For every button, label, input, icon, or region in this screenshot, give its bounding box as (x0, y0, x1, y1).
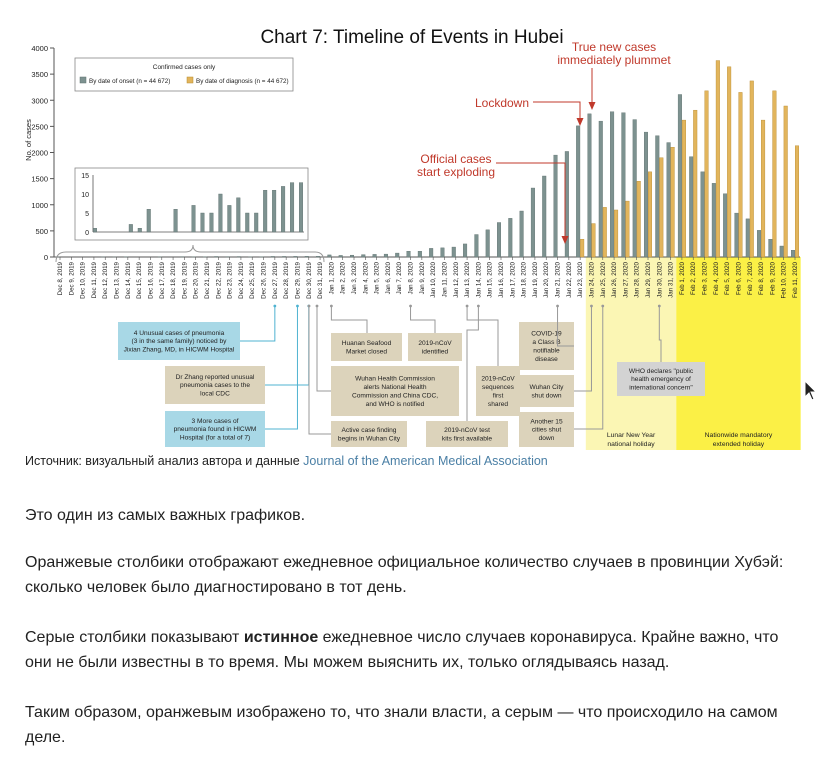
early-period-bracket (56, 245, 324, 262)
event-text: sequences (482, 384, 515, 391)
event-connector-line (265, 306, 297, 429)
y-tick-label: 3000 (31, 96, 48, 105)
inset-bar (219, 194, 223, 232)
x-tick-label: Dec 30, 2019 (306, 261, 313, 298)
x-tick-label: Dec 23, 2019 (227, 261, 234, 298)
national-holiday-label-line1: Nationwide mandatory (705, 432, 773, 439)
event-box (426, 421, 508, 447)
inset-bar (93, 228, 97, 232)
x-tick-label: Dec 9, 2019 (68, 261, 75, 295)
x-tick-label: Jan 24, 2020 (588, 261, 595, 297)
event-text: local CDC (200, 391, 230, 398)
x-tick-label: Jan 2, 2020 (340, 261, 347, 294)
event-box (519, 375, 574, 407)
x-tick-label: Jan 14, 2020 (475, 261, 482, 297)
legend-label-onset: By date of onset (n = 44 672) (89, 78, 170, 85)
event-text: shut down (531, 392, 561, 399)
x-tick-label: Jan 5, 2020 (374, 261, 381, 294)
event-connector-dot (273, 305, 276, 308)
y-tick-label: 500 (35, 227, 48, 236)
x-tick-label: Dec 15, 2019 (136, 261, 143, 298)
event-text: (3 in the same family) noticed by (132, 338, 228, 345)
inset-bar (129, 224, 133, 232)
x-tick-label: Jan 6, 2020 (385, 261, 392, 294)
x-tick-label: Dec 11, 2019 (91, 261, 98, 298)
event-text: WHO declares "public (629, 368, 694, 375)
x-tick-label: Jan 23, 2020 (577, 261, 584, 297)
x-tick-label: Jan 20, 2020 (543, 261, 550, 297)
diagnosis-bar (784, 106, 788, 257)
onset-bar (418, 251, 422, 257)
legend-swatch-onset (80, 77, 86, 83)
x-tick-label: Jan 22, 2020 (566, 261, 573, 297)
event-text: notifiable (533, 347, 560, 354)
x-tick-label: Feb 6, 2020 (735, 261, 742, 295)
x-tick-label: Dec 17, 2019 (159, 261, 166, 298)
event-text: Wuhan Health Commission (355, 376, 435, 383)
x-tick-label: Jan 15, 2020 (487, 261, 494, 297)
onset-bar (463, 244, 467, 257)
x-tick-label: Jan 8, 2020 (408, 261, 415, 294)
onset-bar (339, 255, 343, 257)
y-tick-label: 2500 (31, 122, 48, 131)
event-box (331, 421, 407, 447)
event-text: 2019-nCoV (481, 376, 515, 383)
event-text: Dr Zhang reported unusual (176, 374, 255, 381)
event-connector-dot (556, 305, 559, 308)
onset-bar (475, 235, 479, 257)
onset-bar (407, 251, 411, 257)
x-tick-label: Jan 31, 2020 (668, 261, 675, 297)
x-tick-label: Dec 31, 2019 (317, 261, 324, 298)
x-tick-label: Jan 4, 2020 (362, 261, 369, 294)
onset-bar (554, 155, 558, 257)
event-text: Another 15 (530, 418, 563, 425)
onset-bar (678, 95, 682, 257)
event-text: kits first available (442, 435, 493, 442)
x-tick-label: Jan 30, 2020 (656, 261, 663, 297)
x-tick-label: Feb 4, 2020 (713, 261, 720, 295)
event-connector-dot (601, 305, 604, 308)
x-tick-label: Feb 1, 2020 (679, 261, 686, 295)
onset-bar (633, 120, 637, 257)
diagnosis-bar (660, 158, 664, 257)
y-axis-label: No. of cases (24, 119, 33, 161)
onset-bar (588, 114, 592, 257)
x-tick-label: Dec 21, 2019 (204, 261, 211, 298)
p3-after: ежедневное число случаев коронавируса. Крайне важно, что они не были известны в то время. Мы можем выяснить их, только оглядываясь назад. (25, 629, 778, 671)
onset-bar (599, 121, 603, 257)
onset-bar (497, 223, 501, 257)
p3-bold: истинное (244, 629, 318, 646)
inset-bar (192, 205, 196, 232)
diagnosis-bar (761, 120, 765, 257)
x-tick-label: Feb 10, 2020 (781, 261, 788, 298)
onset-bar (757, 230, 761, 257)
x-tick-label: Dec 18, 2019 (170, 261, 177, 298)
legend-title: Confirmed cases only (153, 64, 216, 71)
onset-bar (486, 230, 490, 257)
article-paragraph-2: Оранжевые столбики отображают ежедневное официальное количество случаев в провинции Хубэй: сколько человек было диагностировано в тот день. (25, 550, 795, 600)
x-tick-label: Jan 27, 2020 (622, 261, 629, 297)
diagnosis-bar (716, 61, 720, 257)
onset-bar (667, 143, 671, 257)
annotation-lockdown-arrowhead (577, 118, 584, 126)
x-tick-label: Dec 26, 2019 (261, 261, 268, 298)
annotation-exploding-line2: start exploding (417, 165, 495, 179)
source-prefix: Источник: визуальный анализ автора и данные (25, 454, 303, 468)
event-text: down (539, 435, 555, 442)
x-tick-label: Dec 29, 2019 (294, 261, 301, 298)
x-tick-label: Jan 17, 2020 (509, 261, 516, 297)
x-tick-label: Dec 14, 2019 (125, 261, 132, 298)
onset-bar (294, 256, 298, 257)
diagnosis-bar (739, 92, 743, 257)
diagnosis-bar (592, 224, 596, 257)
annotation-lockdown: Lockdown (475, 96, 529, 110)
event-text: 2019-nCoV (418, 340, 452, 347)
x-tick-label: Jan 18, 2020 (521, 261, 528, 297)
x-tick-label: Jan 3, 2020 (351, 261, 358, 294)
x-tick-label: Dec 12, 2019 (102, 261, 109, 298)
onset-bar (769, 239, 773, 257)
x-tick-label: Feb 8, 2020 (758, 261, 765, 295)
onset-bar (384, 254, 388, 257)
diagnosis-bar (671, 147, 675, 257)
x-tick-label: Dec 22, 2019 (215, 261, 222, 298)
event-connector-dot (590, 305, 593, 308)
onset-bar (610, 112, 614, 257)
event-text: COVID-19 (531, 331, 562, 338)
onset-bar (452, 247, 456, 257)
onset-bar (441, 248, 445, 257)
y-tick-label: 2000 (31, 149, 48, 158)
event-text: 3 More cases of (192, 418, 239, 425)
onset-bar (656, 136, 660, 257)
onset-bar (520, 211, 524, 257)
onset-bar (215, 256, 219, 257)
lunar-holiday-label-line1: Lunar New Year (607, 432, 656, 439)
onset-bar (328, 255, 332, 257)
inset-bar (290, 183, 294, 232)
inset-bar (201, 213, 205, 232)
event-text: pneumonia cases to the (180, 382, 250, 389)
onset-bar (395, 253, 399, 257)
x-tick-label: Jan 29, 2020 (645, 261, 652, 297)
legend-swatch-diagnosis (187, 77, 193, 83)
x-tick-label: Dec 20, 2019 (193, 261, 200, 298)
event-connector-dot (477, 305, 480, 308)
event-text: disease (535, 356, 558, 363)
onset-bar (622, 113, 626, 257)
event-text: Active case finding (342, 427, 397, 434)
inset-bar (228, 205, 232, 232)
inset-bar (272, 190, 276, 232)
x-tick-label: Dec 13, 2019 (114, 261, 121, 298)
x-tick-label: Jan 7, 2020 (396, 261, 403, 294)
inset-y-tick-label: 15 (81, 173, 89, 180)
onset-bar (362, 255, 366, 257)
event-text: Hospital (for a total of 7) (180, 435, 250, 442)
inset-y-tick-label: 0 (85, 230, 89, 237)
diagnosis-bar (648, 172, 652, 257)
x-tick-label: Dec 28, 2019 (283, 261, 290, 298)
event-text: Huanan Seafood (342, 340, 392, 347)
event-connector-dot (409, 305, 412, 308)
mouse-cursor-icon (804, 380, 818, 402)
event-connector-line (240, 306, 275, 341)
onset-bar (429, 248, 433, 257)
onset-bar (271, 256, 275, 257)
diagnosis-bar (637, 181, 641, 257)
event-connector-line (331, 306, 367, 333)
article-text (25, 503, 795, 775)
national-holiday-label-line2: extended holiday (713, 441, 765, 448)
event-text: cities shut (532, 427, 561, 434)
onset-bar (746, 219, 750, 257)
annotation-exploding-line1: Official cases (420, 152, 491, 166)
diagnosis-bar (580, 239, 584, 257)
event-text: 4 Unusual cases of pneumonia (134, 330, 225, 337)
onset-bar (509, 218, 513, 257)
onset-bar (735, 213, 739, 257)
x-tick-label: Dec 19, 2019 (181, 261, 188, 298)
x-tick-label: Jan 16, 2020 (498, 261, 505, 297)
event-connector-dot (296, 305, 299, 308)
event-text: Jixian Zhang, MD, in HICWM Hospital (124, 347, 235, 354)
p3-before: Серые столбики показывают (25, 629, 244, 646)
event-text: Market closed (346, 348, 387, 355)
event-text: health emergency of (631, 376, 691, 383)
diagnosis-bar (614, 210, 618, 257)
chart-title: Chart 7: Timeline of Events in Hubei (260, 27, 563, 48)
onset-bar (316, 256, 320, 257)
chart-source (25, 454, 548, 468)
annotation-plummet-line2: immediately plummet (557, 53, 671, 67)
diagnosis-bar (626, 201, 630, 257)
onset-bar (531, 188, 535, 257)
x-tick-label: Feb 2, 2020 (690, 261, 697, 295)
inset-y-tick-label: 5 (85, 211, 89, 218)
y-tick-label: 3500 (31, 70, 48, 79)
inset-bar (281, 186, 285, 232)
onset-bar (305, 256, 309, 257)
x-tick-label: Jan 10, 2020 (430, 261, 437, 297)
inset-bar (237, 198, 241, 232)
event-text: Wuhan City (530, 384, 565, 391)
inset-bar (299, 183, 303, 232)
source-link[interactable]: Journal of the American Medical Association (303, 454, 548, 468)
annotation-lockdown-line (533, 102, 580, 122)
x-tick-label: Feb 3, 2020 (702, 261, 709, 295)
onset-bar (780, 246, 784, 257)
inset-y-tick-label: 10 (81, 192, 89, 199)
event-text: pneumonia found in HICWM (174, 426, 257, 433)
x-tick-label: Feb 7, 2020 (747, 261, 754, 295)
onset-bar (701, 172, 705, 257)
event-connector-line (309, 306, 331, 434)
event-text: and WHO is notified (366, 401, 425, 408)
inset-bar (138, 228, 142, 232)
event-connector-dot (308, 305, 311, 308)
event-box (476, 366, 520, 416)
diagnosis-bar (750, 81, 754, 257)
diagnosis-bar (682, 120, 686, 257)
x-tick-label: Jan 26, 2020 (611, 261, 618, 297)
onset-bar (644, 132, 648, 257)
x-tick-label: Jan 25, 2020 (600, 261, 607, 297)
x-tick-label: Jan 19, 2020 (532, 261, 539, 297)
event-text: first (493, 392, 504, 399)
diagnosis-bar (603, 207, 607, 257)
x-tick-label: Jan 13, 2020 (464, 261, 471, 297)
event-text: a Class B (532, 339, 561, 346)
inset-bar (174, 209, 178, 232)
lunar-holiday-label-line2: national holiday (607, 441, 655, 448)
onset-bar (282, 256, 286, 257)
x-tick-label: Dec 24, 2019 (238, 261, 245, 298)
diagnosis-bar (795, 146, 799, 257)
x-tick-label: Feb 9, 2020 (769, 261, 776, 295)
event-connector-line (411, 306, 435, 333)
article-paragraph-4: Таким образом, оранжевым изображено то, что знали власти, а серым — что происходило на самом деле. (25, 700, 795, 750)
onset-bar (723, 194, 727, 257)
onset-bar (373, 254, 377, 257)
event-box (331, 333, 402, 361)
y-tick-label: 1000 (31, 201, 48, 210)
event-connector-dot (330, 305, 333, 308)
event-connector-line (265, 306, 309, 385)
event-text: shared (488, 401, 508, 408)
event-text: identified (422, 348, 449, 355)
diagnosis-bar (727, 67, 731, 257)
event-box (408, 333, 462, 361)
x-tick-label: Jan 1, 2020 (328, 261, 335, 294)
event-text: alerts National Health (363, 384, 426, 391)
legend-label-diagnosis: By date of diagnosis (n = 44 672) (196, 78, 289, 85)
event-text: 2019-nCoV test (444, 427, 490, 434)
inset-bar (210, 213, 214, 232)
diagnosis-bar (773, 91, 777, 257)
inset-bar (147, 209, 151, 232)
x-tick-label: Dec 8, 2019 (57, 261, 64, 295)
diagnosis-bar (705, 91, 709, 257)
onset-bar (791, 250, 795, 257)
x-tick-label: Jan 9, 2020 (419, 261, 426, 294)
x-tick-label: Feb 11, 2020 (792, 261, 799, 298)
event-text: begins in Wuhan City (338, 435, 401, 442)
x-tick-label: Jan 11, 2020 (441, 261, 448, 297)
x-tick-label: Dec 16, 2019 (147, 261, 154, 298)
inset-bar (245, 213, 249, 232)
annotation-plummet-arrowhead (589, 102, 596, 110)
event-connector-dot (466, 305, 469, 308)
event-connector-dot (316, 305, 319, 308)
event-connector-line (467, 306, 498, 366)
x-tick-label: Dec 27, 2019 (272, 261, 279, 298)
event-connector-line (317, 306, 331, 391)
event-box (331, 366, 459, 416)
y-tick-label: 4000 (31, 44, 48, 53)
inset-bar (254, 213, 258, 232)
onset-bar (712, 183, 716, 257)
x-tick-label: Jan 12, 2020 (453, 261, 460, 297)
article-paragraph-1: Это один из самых важных графиков. (25, 503, 795, 528)
onset-bar (689, 157, 693, 257)
y-tick-label: 1500 (31, 175, 48, 184)
article-paragraph-3 (25, 625, 795, 675)
event-text: international concern" (629, 385, 693, 392)
annotation-plummet-line1: True new cases (572, 40, 656, 54)
legend-box (75, 58, 293, 91)
inset-bar (263, 190, 267, 232)
x-tick-label: Dec 10, 2019 (80, 261, 87, 298)
diagnosis-bar (693, 110, 697, 257)
x-tick-label: Jan 21, 2020 (555, 261, 562, 297)
x-tick-label: Jan 28, 2020 (634, 261, 641, 297)
x-tick-label: Feb 5, 2020 (724, 261, 731, 295)
y-tick-label: 0 (44, 253, 48, 262)
event-connector-dot (658, 305, 661, 308)
onset-bar (576, 126, 580, 257)
onset-bar (350, 255, 354, 257)
event-text: Commission and China CDC, (352, 392, 438, 399)
onset-bar (542, 176, 546, 257)
x-tick-label: Dec 25, 2019 (249, 261, 256, 298)
